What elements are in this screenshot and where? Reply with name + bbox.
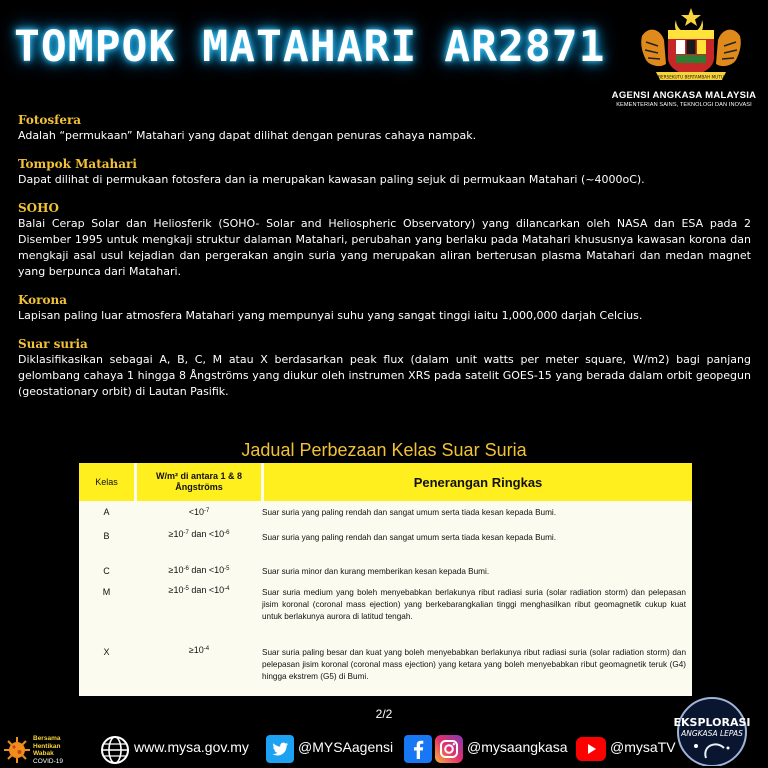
flare-class-table — [79, 463, 692, 696]
section-body: Dapat dilihat di permukaan fotosfera dan ia merupakan kawasan paling sejuk di permukaan Matahari (~4000oC). — [18, 173, 645, 186]
section-body: Diklasifikasikan sebagai A, B, C, M atau X berdasarkan peak flux (dalam unit watts per meter square, W/m2) bagi panjang gelombang cahaya 1 hingga 8 Ångströms yang diukur oleh instrumen XRS pada satelit GOES-15 yang berada dalam orbit geopegun (geostationary orbit) di Lautan Pasifik. — [18, 353, 751, 398]
page-title: TOMPOK MATAHARI AR2871 — [14, 22, 606, 72]
covid-line3: Wabak — [33, 750, 54, 757]
cell-kelas: B — [103, 531, 110, 541]
page-number: 2/2 — [375, 707, 393, 721]
cell-range: $\ge 10^{-5}$ dan $<10^{-4}$ — [168, 585, 230, 595]
cell-desc: Suar suria yang paling rendah dan sangat umum serta tiada kesan kepada Bumi. — [262, 508, 557, 517]
cell-desc: Suar suria minor dan kurang memberikan kesan kepada Bumi. — [262, 567, 490, 576]
agency-label — [608, 90, 760, 108]
svg-text:EKSPLORASI: EKSPLORASI — [673, 716, 751, 729]
website-link[interactable]: www.mysa.gov.my — [134, 739, 249, 755]
header-desc: Penerangan Ringkas — [264, 463, 692, 501]
cell-kelas: C — [103, 566, 110, 576]
header-range-line2: Ångströms — [175, 482, 223, 492]
cell-kelas: A — [103, 507, 110, 517]
covid-line4: COVID-19 — [33, 757, 63, 765]
agency-name: AGENSI ANGKASA MALAYSIA — [611, 90, 757, 101]
virus-icon — [3, 735, 31, 765]
section-fotosfera — [18, 113, 751, 144]
svg-text:BERSEKUTU BERTAMBAH MUTU: BERSEKUTU BERTAMBAH MUTU — [658, 74, 724, 80]
header-range-line1: W/m² di antara 1 & 8 — [155, 471, 243, 481]
cell-kelas: M — [102, 587, 111, 597]
content-sections — [18, 113, 751, 413]
header-range — [137, 463, 261, 501]
cell-kelas: X — [103, 647, 110, 657]
instagram-icon[interactable] — [435, 735, 463, 763]
section-soho — [18, 201, 751, 280]
section-body: Adalah “permukaan” Matahari yang dapat dilihat dengan penuras cahaya nampak. — [18, 129, 477, 142]
section-tompok-matahari — [18, 157, 751, 188]
cell-range: $\ge 10^{-6}$ dan $<10^{-5}$ — [168, 565, 230, 575]
section-heading: Korona — [18, 293, 67, 307]
covid-campaign — [3, 733, 93, 767]
covid-line2: Hentikan — [33, 742, 61, 750]
cell-desc: Suar suria medium yang boleh menyebabkan berlakunya ribut radiasi suria (solar radiation storm) dan pelepasan jisim koronal (coronal mass ejection) yang berkebarangkalian tinggi menghasilkan ribut geomagnetik cukup kuat untuk berlakunya aurora di latitud tengah. — [262, 588, 686, 621]
twitter-handle[interactable]: @MYSAagensi — [298, 739, 394, 755]
twitter-icon[interactable] — [266, 735, 294, 763]
section-heading: Suar suria — [18, 337, 88, 351]
section-heading: Tompok Matahari — [18, 157, 137, 171]
section-heading: Fotosfera — [18, 113, 82, 127]
agency-ministry: KEMENTERIAN SAINS, TEKNOLOGI DAN INOVASI — [616, 102, 752, 108]
youtube-handle[interactable]: @mysaTV — [610, 739, 676, 755]
table-header — [79, 463, 692, 501]
section-korona — [18, 293, 751, 324]
covid-line1: Bersama — [33, 735, 61, 742]
crest-icon — [636, 6, 746, 84]
cell-desc: Suar suria yang paling rendah dan sangat umum serta tiada kesan kepada Bumi. — [262, 533, 557, 542]
cell-range: $\ge 10^{-4}$ — [188, 645, 210, 655]
footer-bar — [0, 731, 768, 768]
globe-icon — [100, 735, 130, 765]
facebook-instagram-handle[interactable]: @mysaangkasa — [467, 739, 568, 755]
youtube-icon[interactable] — [576, 737, 606, 761]
section-body: Balai Cerap Solar dan Heliosferik (SOHO- Solar and Heliospheric Observatory) yang dilancarkan oleh NASA dan ESA pada 2 Disember 1995 untuk mengkaji struktur dalaman Matahari, perubahan yang berlaku pada Matahari khususnya kawasan korona dan mengkaji asal usul kejadian dan pergerakan angin suria yang merupakan aliran berterusan plasma Matahari dan medan magnet yang berpunca dari Matahari. — [18, 217, 751, 278]
section-body: Lapisan paling luar atmosfera Matahari yang mempunyai suhu yang sangat tinggi iaitu 1,000,000 darjah Celcius. — [18, 309, 643, 322]
section-suar-suria — [18, 337, 751, 400]
svg-text:ANGKASA LEPAS: ANGKASA LEPAS — [681, 729, 743, 738]
section-heading: SOHO — [18, 201, 59, 215]
cell-desc: Suar suria paling besar dan kuat yang boleh menyebabkan berlakunya ribut radiasi suria (solar radiation storm) dan pelepasan jisim koronal (coronal mass ejection) yang ketara yang boleh menyebabkan ribut geomagnetik teruk (G4) hingga ekstrem (G5) di Bumi. — [262, 648, 686, 681]
header-kelas: Kelas — [79, 463, 134, 501]
cell-range: $<10^{-7}$ — [188, 507, 210, 517]
table-title: Jadual Perbezaan Kelas Suar Suria — [241, 440, 527, 460]
facebook-icon[interactable] — [404, 735, 432, 763]
cell-range: $\ge 10^{-7}$ dan $<10^{-6}$ — [168, 529, 230, 539]
